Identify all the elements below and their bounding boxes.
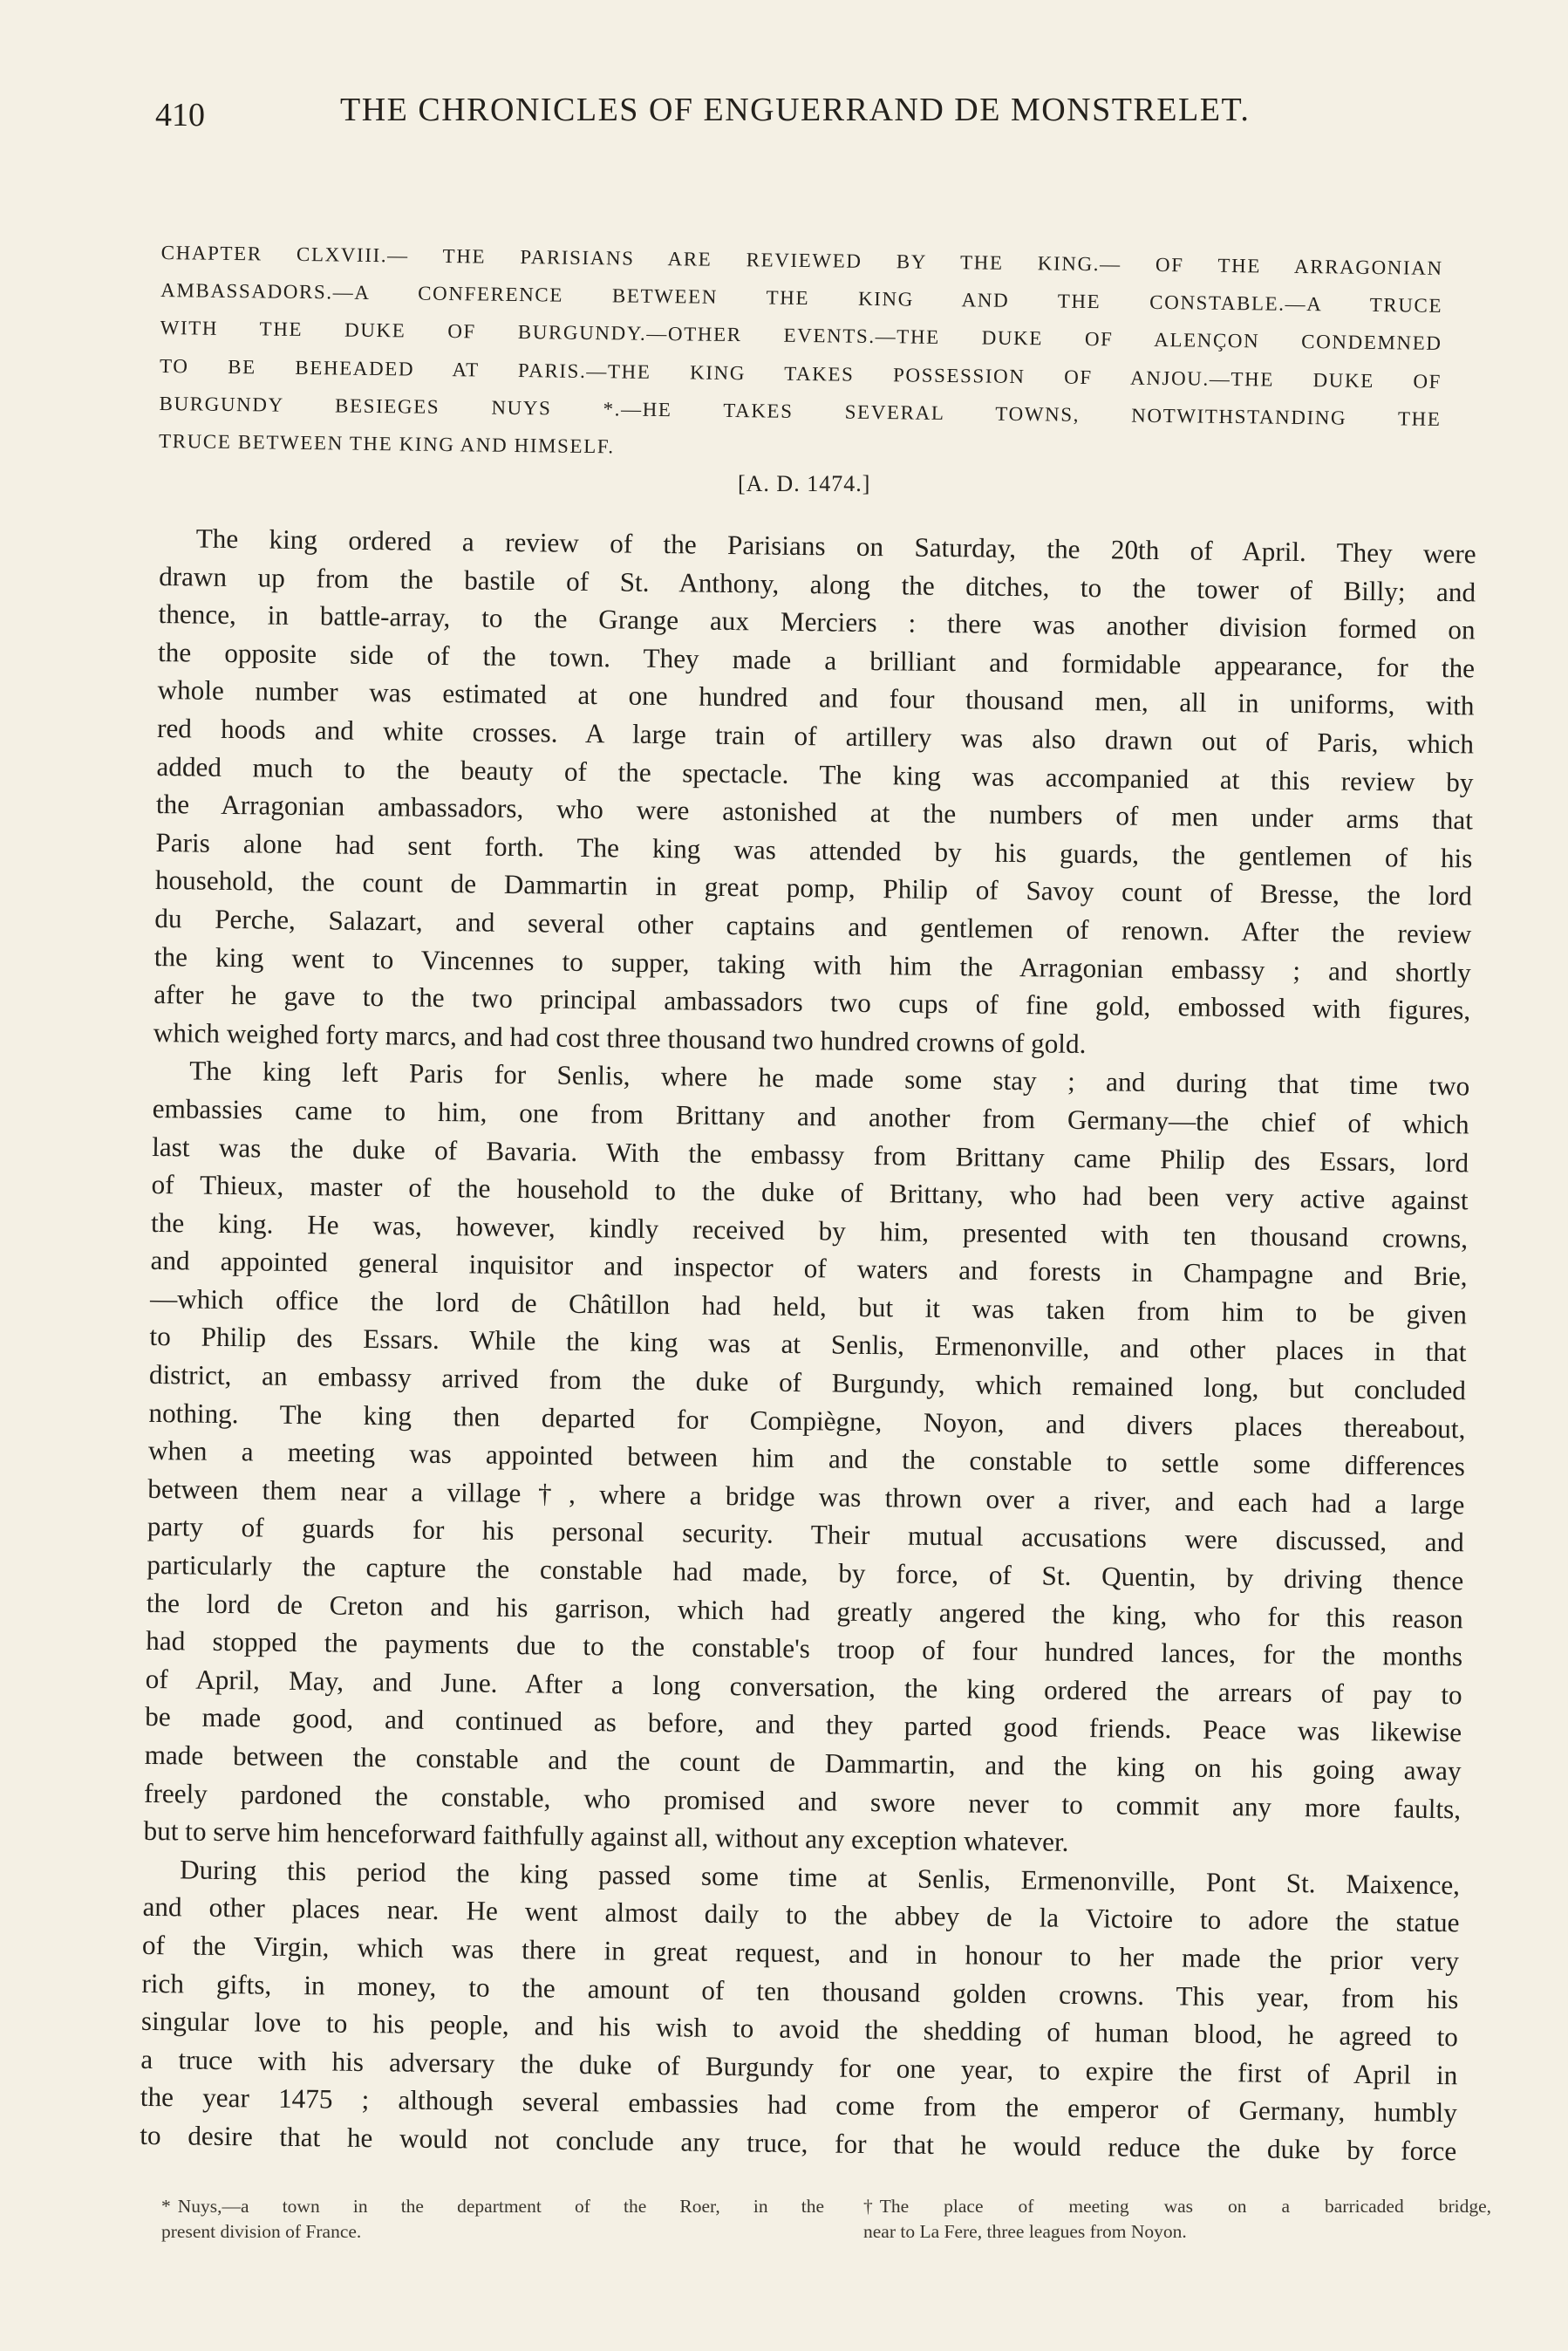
text-line: be made good, and continued as before, and they parted good friends. Peace was likewise (145, 1701, 1462, 1748)
text-line: Paris alone had sent forth. The king was attended by his guards, the gentlemen of his (155, 826, 1473, 874)
footnote-text: Nuys,—a town in the department of the Roer, in the (177, 2196, 824, 2217)
footnote-text: present division of France. (161, 2221, 362, 2242)
text-line: the king. He was, however, kindly received by him, presented with ten thousand crowns, (150, 1206, 1469, 1254)
text-line: and appointed general inquisitor and inspector of waters and forests in Champagne and Brie, (150, 1245, 1468, 1292)
chapter-heading-line: AMBASSADORS.—A CONFERENCE BETWEEN THE KING AND THE CONSTABLE.—A TRUCE (160, 279, 1443, 318)
footnote-line (863, 2194, 1491, 2219)
chapter-heading-line: CHAPTER CLXVIII.— THE PARISIANS ARE REVIEWED BY THE KING.— OF THE ARRAGONIAN (160, 241, 1443, 279)
chapter-heading-line: TO BE BEHEADED AT PARIS.—THE KING TAKES POSSESSION OF ANJOU.—THE DUKE OF (160, 354, 1442, 393)
chapter-heading-line: TRUCE BETWEEN THE KING AND HIMSELF. (158, 429, 615, 458)
body-text (140, 519, 1476, 2170)
footnote-mark: * (161, 2196, 171, 2217)
text-line: du Perche, Salazart, and several other captains and gentlemen of renown. After the review (154, 902, 1472, 950)
chapter-heading (159, 234, 1443, 475)
chapter-date: [A. D. 1474.] (738, 471, 871, 496)
text-line: the opposite side of the town. They made a brilliant and formidable appearance, for the (157, 636, 1476, 684)
footnote-text: The place of meeting was on a barricaded bridge, (879, 2196, 1491, 2217)
text-line: nothing. The king then departed for Compiègne, Noyon, and divers places thereabout, (148, 1397, 1466, 1445)
footnote-mark: † (863, 2196, 873, 2217)
text-line: The king ordered a review of the Parisians on Saturday, the 20th of April. They were (195, 523, 1476, 570)
text-line: of Thieux, master of the household to the duke of Brittany, who had been very active against (151, 1169, 1469, 1216)
text-line: embassies came to him, one from Brittany and another from Germany—the chief of which (152, 1092, 1469, 1140)
footnote-meeting-place (863, 2194, 1491, 2245)
text-line: particularly the capture the constable had made, by force, of St. Quentin, by driving thence (147, 1548, 1464, 1596)
text-line: last was the duke of Bavaria. With the embassy from Brittany came Philip des Essars, lord (152, 1131, 1469, 1178)
text-line: after he gave to the two principal ambassadors two cups of fine gold, embossed with figures, (153, 979, 1471, 1026)
text-line: rich gifts, in money, to the amount of ten thousand golden crowns. This year, from his (141, 1967, 1459, 2014)
footnote-line (863, 2219, 1491, 2245)
running-title: THE CHRONICLES OF ENGUERRAND DE MONSTRELET. (340, 92, 1251, 128)
text-line: whole number was estimated at one hundred and four thousand men, all in uniforms, with (157, 674, 1475, 721)
text-line: district, an embassy arrived from the duke of Burgundy, which remained long, but concluded (148, 1358, 1467, 1406)
footnote-line (161, 2219, 824, 2245)
text-line: to desire that he would not conclude any truce, for that he would reduce the duke by force (140, 2119, 1457, 2167)
text-line: household, the count de Dammartin in great pomp, Philip of Savoy count of Bresse, the lord (154, 865, 1473, 912)
running-head (155, 87, 1463, 140)
text-line: had stopped the payments due to the constable's troop of four hundred lances, for the months (146, 1625, 1463, 1672)
text-line: but to serve him henceforward faithfully against all, without any exception whatever. (143, 1815, 1069, 1858)
text-line: thence, in battle-array, to the Grange aux Merciers : there was another division formed on (158, 598, 1476, 646)
text-line: when a meeting was appointed between him and the constable to settle some differences (147, 1435, 1466, 1482)
text-line: The king left Paris for Senlis, where he made some stay ; and during that time two (189, 1055, 1470, 1102)
text-line: the Arragonian ambassadors, who were astonished at the numbers of men under arms that (155, 789, 1474, 836)
footnote-text: near to La Fere, three leagues from Noyon. (863, 2221, 1187, 2242)
text-line: drawn up from the bastile of St. Anthony, along the ditches, to the tower of Billy; and (158, 560, 1476, 608)
footnote-line (161, 2194, 824, 2219)
footnote-nuys (161, 2194, 824, 2245)
text-line: freely pardoned the constable, who promised and swore never to commit any more faults, (143, 1777, 1462, 1824)
text-line: the year 1475 ; although several embassies had come from the emperor of Germany, humbly (140, 2081, 1458, 2129)
text-line: added much to the beauty of the spectacle. The king was accompanied at this review by (156, 750, 1474, 797)
text-line: to Philip des Essars. While the king was at Senlis, Ermenonville, and other places in that (149, 1321, 1467, 1368)
text-line: party of guards for his personal security. Their mutual accusations were discussed, and (147, 1511, 1464, 1558)
text-line: the king went to Vincennes to supper, taking with him the Arragonian embassy ; and shortly (153, 940, 1471, 988)
text-line: During this period the king passed some time at Senlis, Ermenonville, Pont St. Maixence, (179, 1854, 1461, 1901)
chapter-heading-line: WITH THE DUKE OF BURGUNDY.—OTHER EVENTS.—THE DUKE OF ALENÇON CONDEMNED (160, 317, 1442, 355)
text-line: the lord de Creton and his garrison, which had greatly angered the king, who for this reason (146, 1587, 1463, 1634)
text-line: of April, May, and June. After a long conversation, the king ordered the arrears of pay to (145, 1663, 1462, 1711)
text-line: singular love to his people, and his wish to avoid the shedding of human blood, he agreed to (140, 2006, 1459, 2053)
text-line: which weighed forty marcs, and had cost three thousand two hundred crowns of gold. (153, 1016, 1087, 1059)
text-line: —which office the lord de Châtillon had held, but it was taken from him to be given (149, 1282, 1468, 1330)
text-line: between them near a village†, where a bridge was thrown over a river, and each had a large (147, 1473, 1465, 1521)
text-line: made between the constable and the count de Dammartin, and the king on his going away (144, 1739, 1462, 1787)
chapter-heading-line: BURGUNDY BESIEGES NUYS *.—HE TAKES SEVERAL TOWNS, NOTWITHSTANDING THE (159, 392, 1442, 430)
text-line: a truce with his adversary the duke of Burgundy for one year, to expire the first of April in (140, 2043, 1458, 2091)
page-number: 410 (155, 97, 205, 133)
text-line: and other places near. He went almost daily to the abbey de la Victoire to adore the statue (142, 1891, 1460, 1938)
text-line: red hoods and white crosses. A large train of artillery was also drawn out of Paris, which (156, 712, 1475, 760)
text-line: of the Virgin, which was there in great request, and in honour to her made the prior very (141, 1929, 1460, 1977)
